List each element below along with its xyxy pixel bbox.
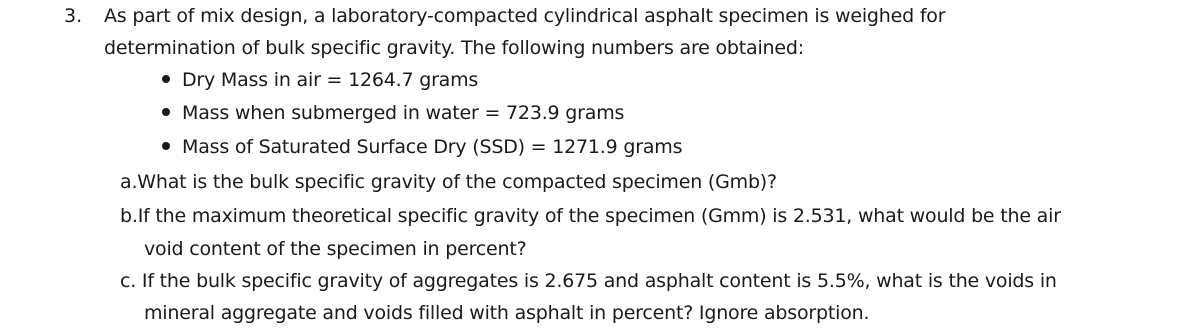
bullet-dot-icon bbox=[162, 75, 170, 83]
part-b-line-2: void content of the specimen in percent? bbox=[144, 238, 527, 260]
part-c-line-1: c. If the bulk specific gravity of aggregates is 2.675 and asphalt content is 5.5%, what is the voids in bbox=[120, 270, 1057, 292]
bullet-text: Mass of Saturated Surface Dry (SSD) = 1271.9 grams bbox=[182, 136, 683, 158]
bullet-item-ssd-mass bbox=[162, 131, 682, 163]
bullet-text: Dry Mass in air = 1264.7 grams bbox=[182, 69, 479, 91]
bullet-text: Mass when submerged in water = 723.9 grams bbox=[182, 102, 625, 124]
bullet-dot-icon bbox=[162, 142, 170, 150]
question-number: 3. bbox=[64, 5, 83, 27]
bullet-dot-icon bbox=[162, 108, 170, 116]
part-a-line-1: a.What is the bulk specific gravity of the compacted specimen (Gmb)? bbox=[120, 171, 777, 193]
part-c-line-2: mineral aggregate and voids filled with asphalt in percent? Ignore absorption. bbox=[144, 302, 870, 324]
intro-line-2: determination of bulk specific gravity. The following numbers are obtained: bbox=[104, 37, 804, 59]
intro-line-1: As part of mix design, a laboratory-compacted cylindrical asphalt specimen is weighed for bbox=[104, 5, 946, 27]
part-b-line-1: b.If the maximum theoretical specific gravity of the specimen (Gmm) is 2.531, what would be the air bbox=[120, 205, 1061, 227]
bullet-item-submerged-mass bbox=[162, 97, 624, 129]
bullet-item-dry-mass bbox=[162, 64, 478, 96]
